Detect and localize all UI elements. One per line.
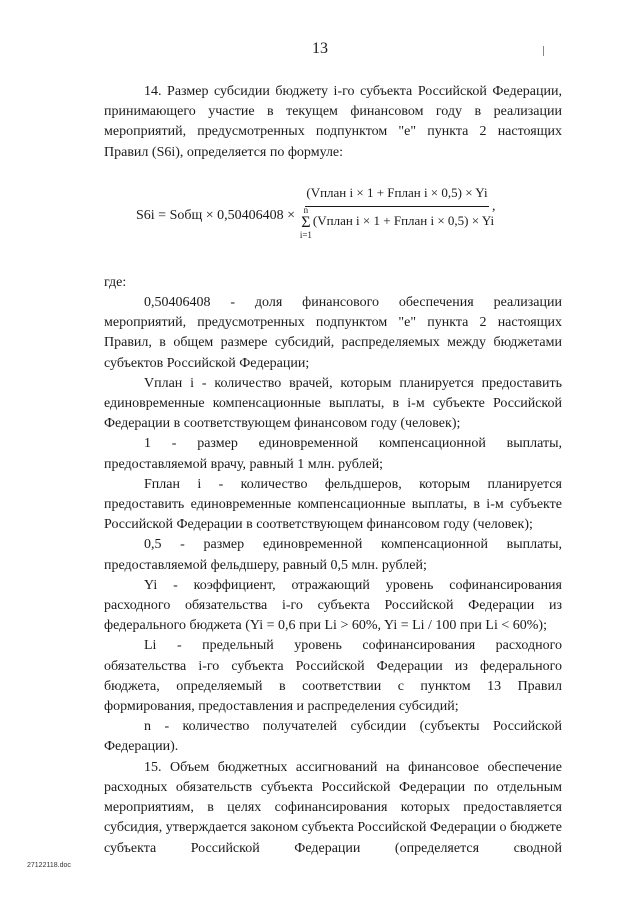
formula-fraction bbox=[299, 183, 495, 241]
formula-denominator-row bbox=[299, 205, 495, 241]
sum-lower-limit: i=1 bbox=[299, 230, 312, 241]
document-filename: 27122118.doc bbox=[27, 862, 71, 869]
paragraph-15: 15. Объем бюджетных ассигнований на финансовое обеспечение расходных обязательств субъекта Российской Федерации по отдельным мероприятиям, в целях софинансирования которых предоставляется субсидия, утверждается законом субъекта Российской Федерации о бюджете субъекта Российской Федерации (определяется сводной bbox=[104, 759, 563, 856]
definition-max-cofinancing-level: Li - предельный уровень софинансирования расходного обязательства i-го субъекта Российской Федерации из федерального бюджета, определяемый в соответствии с пунктом 13 Правил формирования, предоставления и распределения субсидий; bbox=[104, 638, 562, 715]
definition-paramedic-payment: 0,5 - размер единовременной компенсационной выплаты, предоставляемой фельдшеру, равный 0,5 млн. рублей; bbox=[104, 537, 562, 573]
definition-coefficient: 0,50406408 - доля финансового обеспечения реализации мероприятий, предусмотренных подпунктом "е" пункта 2 настоящих Правил, в общем размере субсидий, распределяемых между бюджетами субъектов Российской Федерации; bbox=[104, 295, 562, 371]
definition-paramedics-count: Fплан i - количество фельдшеров, которым планируется предоставить единовременные компенсационные выплаты, в i-м субъекте Российской Федерации в соответствующем финансовом году (человек); bbox=[104, 476, 562, 533]
formula-comma: , bbox=[492, 198, 496, 214]
paragraph-14-line-2: принимающего участие в текущем финансовом году в реализации bbox=[104, 104, 562, 120]
definition-cofinancing-coefficient: Yi - коэффициент, отражающий уровень софинансирования расходного обязательства i-го субъекта Российской Федерации из федерального бюджета (Yi = 0,6 при Li > 60%, Yi = Li / 100 при Li < 60%); bbox=[104, 577, 562, 634]
sigma-icon: Σ bbox=[301, 214, 311, 232]
formula-denominator: (Vплан i × 1 + Fплан i × 0,5) × Yi bbox=[312, 213, 495, 229]
paragraph-14-line-1: 14. Размер субсидии бюджету i-го субъекта Российской Федерации, bbox=[144, 84, 562, 99]
corner-mark bbox=[543, 46, 544, 56]
definition-recipients-count: n - количество получателей субсидии (субъекты Российской Федерации). bbox=[104, 719, 562, 755]
formula-left-side: S6i = Sобщ × 0,50406408 × bbox=[136, 207, 296, 223]
where-label: где: bbox=[104, 274, 127, 290]
sum-upper-limit: n bbox=[303, 205, 309, 216]
document-body bbox=[104, 82, 562, 859]
paragraph-14-line-4: Правил (S6i), определяется по формуле: bbox=[104, 144, 344, 160]
definition-doctors-count: Vплан i - количество врачей, которым планируется предоставить единовременные компенсационные выплаты, в i-м субъекте Российской Федерации в соответствующем финансовом году (человек); bbox=[104, 375, 562, 432]
definition-doctor-payment: 1 - размер единовременной компенсационной выплаты, предоставляемой врачу, равный 1 млн. рублей; bbox=[104, 436, 562, 472]
subsidy-formula bbox=[104, 173, 562, 261]
page-number: 13 bbox=[312, 40, 328, 57]
sum-operator bbox=[300, 206, 312, 240]
paragraph-14-line-3: мероприятий, предусмотренных подпунктом "е" пункта 2 настоящих bbox=[104, 124, 562, 140]
fraction-bar bbox=[305, 206, 489, 207]
formula-numerator: (Vплан i × 1 + Fплан i × 0,5) × Yi bbox=[306, 184, 488, 200]
